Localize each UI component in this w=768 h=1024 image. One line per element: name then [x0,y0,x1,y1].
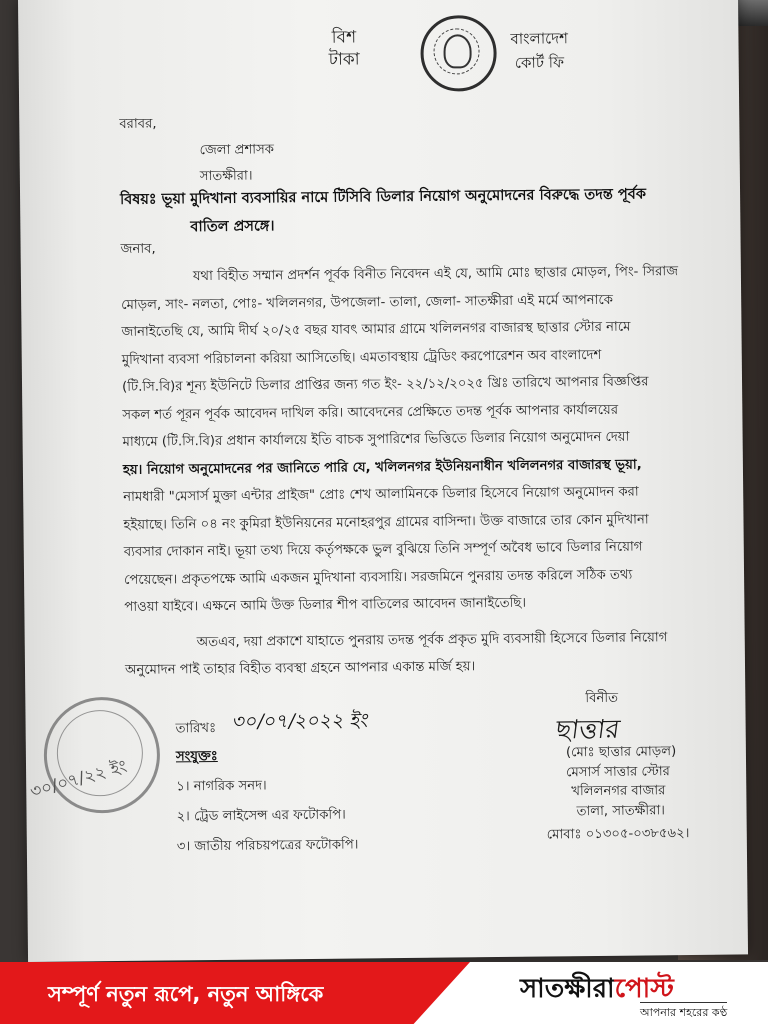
sender-phone: মোবাঃ ০১৩০৫-০৩৮৫৬২। [546,826,690,843]
body-line: হইয়াছে। তিনি ০৪ নং কুমিরা ইউনিয়নের মনোহরপুর গ্রামের বাসিন্দা। উক্ত বাজারে তার কোন মুদিখানা [123,512,649,533]
court-fee-label-line1: বাংলাদেশ [510,29,568,48]
closing-line: অতএব, দয়া প্রকাশে যাহাতে পুনরায় তদন্ত পূর্বক প্রকৃত মুদি ব্যবসায়ী হিসেবে ডিলার নিয়োগ [196,630,668,651]
court-fee-label [510,26,568,75]
footer-banner [0,962,768,1024]
court-fee-seal-icon [420,15,497,92]
body-line: পেয়েছেন। প্রকৃতপক্ষে আমি একজন মুদিখানা ব্যবসায়ি। সরজমিনে পুনরায় তদন্ত করিলে সঠিক তথ্য [124,567,633,588]
attachments-title: সংযুক্তঃ [175,748,218,765]
brand-logo-part1: সাতক্ষীরা [520,974,615,1004]
stamp-date: ৩০/০৭/২২ ইং [28,756,130,803]
recipient-title: জেলা প্রশাসক [199,142,275,159]
body-line: পাওয়া যাইবে। এক্ষনে আমি উক্ত ডিলার শীপ বাতিলের আবেদন জানাইতেছি। [124,595,527,615]
letter-to: বরাবর, [119,116,157,132]
body-line: ব্যবসার দোকান নাই। ভূয়া তথ্য দিয়ে কর্তৃপক্ষকে ভুল বুঝিয়ে তিনি সম্পূর্ণ অবৈধ ভাবে ডিলার নিয়োগ [123,539,643,560]
attachment-item: ৩। জাতীয় পরিচয়পত্রের ফটোকপি। [176,837,359,855]
round-seal-stamp-icon [28,697,160,814]
footer-slogan: সম্পূর্ণ নতুন রূপে, নতুন আঙ্গিকে [48,982,324,1006]
handwritten-date: ৩০/০৭/২০২২ ইং [231,709,371,733]
sender-location: তালা, সাতক্ষীরা। [576,803,666,820]
brand-tagline: আপনার শহরের কণ্ঠ [640,1002,727,1023]
sign-off: বিনীত [585,690,619,707]
recipient-place: সাতক্ষীরা। [199,168,253,185]
body-line: হয়। নিয়োগ অনুমোদনের পর জানিতে পারি যে, খলিলনগর ইউনিয়নাধীন খলিলনগর বাজারস্থ ভূয়া, [122,457,642,478]
body-line: মাধ্যমে (টি.সি.বি)র প্রধান কার্যালয়ে ইতি বাচক সুপারিশের ভিত্তিতে ডিলার নিয়োগ অনুমোদন দেয়া [122,429,630,450]
signature: ছাত্তার [553,714,622,746]
subject-line-continued: বাতিল প্রসঙ্গে। [190,218,275,236]
body-line: মোড়ল, সাং- নলতা, পোঃ- খলিলনগর, উপজেলা- তালা, জেলা- সাতক্ষীরা এই মর্মে আপনাকে [121,292,614,313]
body-line: নামধারী "মেসার্স মুক্তা এন্টার প্রাইজ" প্রোঃ শেখ আলামিনকে ডিলার হিসেবে নিয়োগ অনুমোদন করা [123,484,639,505]
document-page [18,0,748,962]
date-label: তারিখঃ [175,720,217,737]
closing-line: অনুমোদন পাই তাহার বিহীত ব্যবস্থা গ্রহনে আপনার একান্ত মর্জি হয়। [124,659,476,678]
court-fee-amount-line1: বিশ [331,27,357,48]
sender-name: (মোঃ ছাত্তার মোড়ল) [565,744,677,761]
subject-line: বিষয়ঃ ভূয়া মুদিখানা ব্যবসায়ির নামে টিসিবি ডিলার নিয়োগ অনুমোদনের বিরুদ্ধে তদন্ত পূর্বক [120,186,647,208]
brand-logo-part2: পোস্ট [614,974,674,1004]
sender-market: খলিলনগর বাজার [571,783,666,800]
body-line: জানাইতেছি যে, আমি দীর্ঘ ২০/২৫ বছর যাবৎ আমার গ্রামে খলিলনগর বাজারস্থ ছাত্তার স্টোর নামে [121,319,631,340]
body-line: (টি.সি.বি)র শূন্য ইউনিটে ডিলার প্রাপ্তির জন্য গত ইং- ২২/১২/২০২৫ খ্রিঃ তারিখে আপনার বিজ্ঞপ্তির [121,374,649,395]
court-fee-label-line2: কোর্ট ফি [514,53,565,72]
body-line: যথা বিহীত সম্মান প্রদর্শন পূর্বক বিনীত নিবেদন এই যে, আমি মোঃ ছাত্তার মোড়ল, পিং- সিরাজ [192,264,679,285]
court-fee-amount-line2: টাকা [328,49,360,70]
salutation: জনাব, [120,241,156,257]
attachment-item: ১। নাগরিক সনদ। [176,778,267,795]
court-fee-amount [328,26,359,70]
sender-business: মেসার্স সাত্তার স্টোর [566,764,670,781]
body-line: সকল শর্ত পূরন পূর্বক আবেদন দাখিল করি। আবেদনের প্রেক্ষিতে তদন্ত পূর্বক আপনার কার্যালয়ের [122,402,619,423]
attachment-item: ২। ট্রেড লাইসেন্স এর ফটোকপি। [176,807,346,825]
body-line: মুদিখানা ব্যবসা পরিচালনা করিয়া আসিতেছি। এমতাবস্থায় ট্রেডিং করপোরেশন অব বাংলাদেশ [121,347,602,368]
